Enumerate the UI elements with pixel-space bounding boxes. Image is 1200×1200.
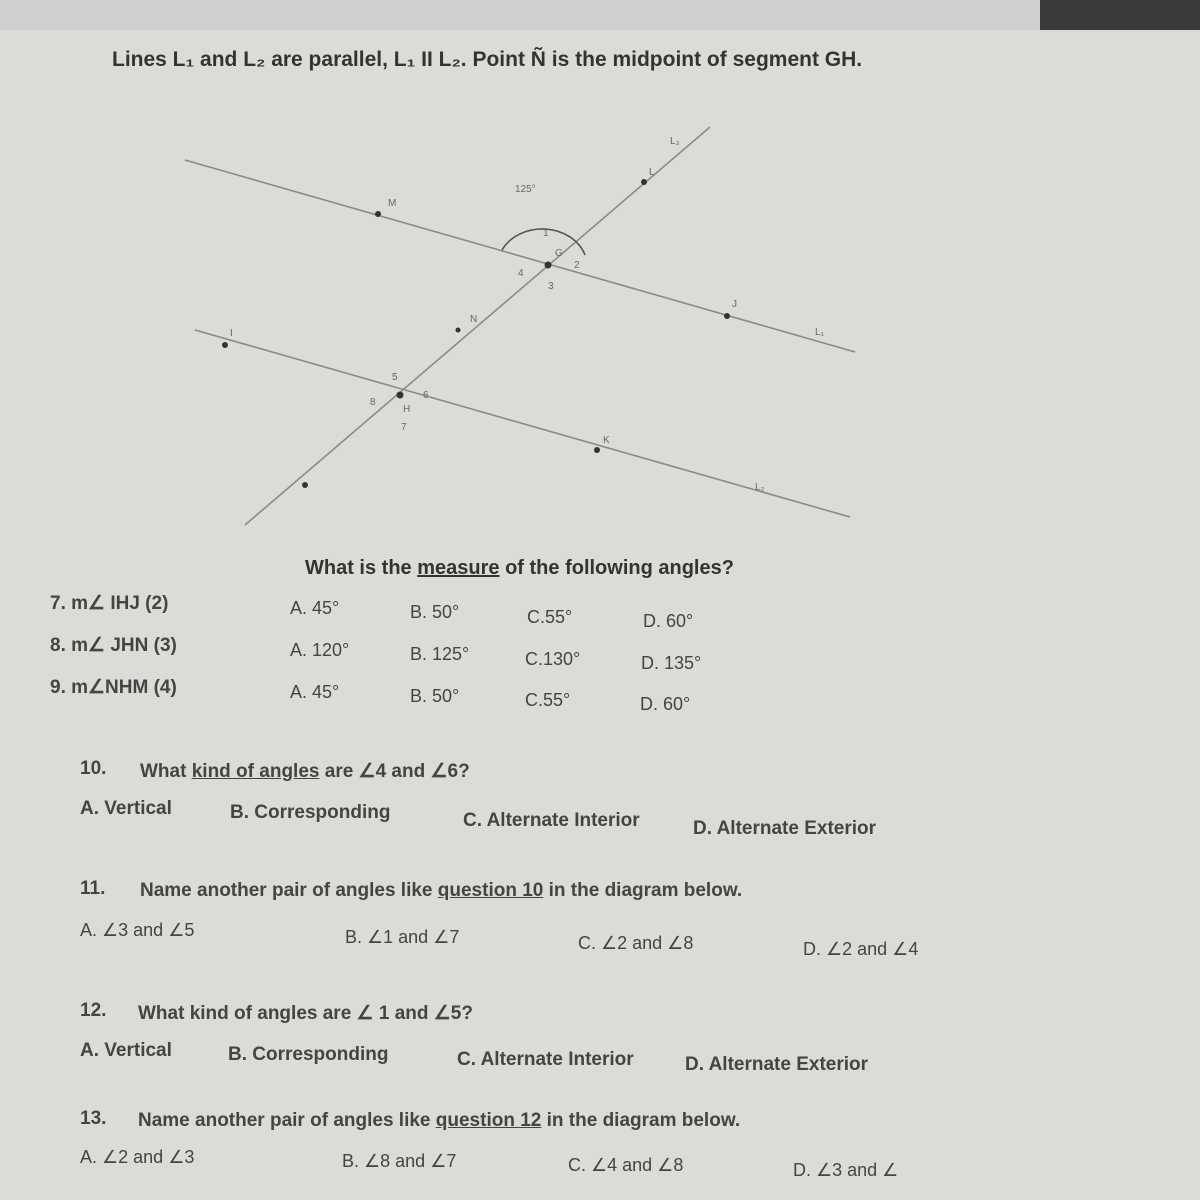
question-10-number: 10. (80, 758, 107, 779)
angle-4-label: 4 (518, 268, 524, 279)
question-7-label: 7. m∠ IHJ (2) (50, 593, 169, 614)
q11-option-a[interactable]: A. ∠3 and ∠5 (80, 920, 195, 940)
q8-option-b[interactable]: B. 125° (410, 644, 470, 664)
label-l: L (649, 167, 655, 178)
q9-option-c[interactable]: C.55° (525, 690, 571, 710)
label-g: G (555, 248, 563, 259)
line-l3 (245, 127, 710, 525)
q13-option-d[interactable]: D. ∠3 and ∠ (793, 1160, 899, 1180)
l2-label: L₂ (755, 482, 765, 493)
q9-option-d[interactable]: D. 60° (640, 694, 691, 714)
q10-option-c[interactable]: C. Alternate Interior (463, 810, 640, 831)
measure-prompt: What is the measure of the following angles? (305, 557, 734, 579)
question-9-label: 9. m∠NHM (4) (50, 677, 177, 698)
question-8-label: 8. m∠ JHN (3) (50, 635, 177, 656)
q13-option-b[interactable]: B. ∠8 and ∠7 (342, 1151, 457, 1171)
point-g (545, 262, 552, 269)
q7-option-d[interactable]: D. 60° (643, 611, 694, 631)
measure-underlined: measure (417, 557, 500, 579)
line-l2 (195, 330, 850, 517)
label-m: M (388, 198, 397, 209)
q7-option-c[interactable]: C.55° (527, 607, 573, 627)
q12-option-a[interactable]: A. Vertical (80, 1040, 172, 1061)
point-j (724, 313, 730, 319)
q8-option-a[interactable]: A. 120° (290, 640, 350, 660)
angle-6-label: 6 (423, 390, 429, 401)
angle-7-label: 7 (401, 422, 407, 433)
q7-option-b[interactable]: B. 50° (410, 602, 460, 622)
q12-option-c[interactable]: C. Alternate Interior (457, 1049, 634, 1070)
question-12-number: 12. (80, 1000, 107, 1021)
q9-option-b[interactable]: B. 50° (410, 686, 460, 706)
question-12-text: What kind of angles are ∠ 1 and ∠5? (138, 1003, 473, 1024)
label-k: K (603, 435, 610, 446)
angle-8-label: 8 (370, 397, 376, 408)
question-11-number: 11. (80, 878, 106, 899)
l1-label: L₁ (815, 327, 824, 338)
q10-option-a[interactable]: A. Vertical (80, 798, 172, 819)
question-11-text: Name another pair of angles like question 10 in the diagram below. (140, 880, 743, 901)
intro-statement: Lines L₁ and L₂ are parallel, L₁ II L₂. Point Ñ is the midpoint of segment GH. (112, 48, 863, 71)
point-n (456, 328, 461, 333)
point-k (594, 447, 600, 453)
point-f (302, 482, 308, 488)
q7-option-a[interactable]: A. 45° (290, 598, 340, 618)
q9-option-a[interactable]: A. 45° (290, 682, 340, 702)
q12-option-b[interactable]: B. Corresponding (228, 1044, 389, 1065)
angle-125-label: 125° (515, 184, 536, 195)
q8-option-d[interactable]: D. 135° (641, 653, 702, 673)
q10-option-d[interactable]: D. Alternate Exterior (693, 818, 877, 839)
label-h: H (403, 404, 411, 415)
q11-option-b[interactable]: B. ∠1 and ∠7 (345, 927, 460, 947)
angle-5-label: 5 (392, 372, 398, 383)
angle-1-label: 1 (543, 228, 549, 239)
label-i: I (230, 328, 233, 339)
question-10-text: What kind of angles are ∠4 and ∠6? (140, 761, 470, 782)
question-13-text: Name another pair of angles like question 12 in the diagram below. (138, 1110, 741, 1131)
q12-option-d[interactable]: D. Alternate Exterior (685, 1054, 869, 1075)
l3-label: L₃ (670, 136, 680, 147)
angle-3-label: 3 (548, 281, 554, 292)
q11-option-c[interactable]: C. ∠2 and ∠8 (578, 933, 694, 953)
label-j: J (732, 299, 737, 310)
point-h (397, 392, 404, 399)
q13-option-a[interactable]: A. ∠2 and ∠3 (80, 1147, 195, 1167)
angle-2-label: 2 (574, 260, 580, 271)
q11-option-d[interactable]: D. ∠2 and ∠4 (803, 939, 919, 959)
q8-option-c[interactable]: C.130° (525, 649, 581, 669)
q10-option-b[interactable]: B. Corresponding (230, 802, 391, 823)
point-l (641, 179, 647, 185)
label-n: N (470, 314, 478, 325)
question-13-number: 13. (80, 1108, 107, 1129)
point-m (375, 211, 381, 217)
q13-option-c[interactable]: C. ∠4 and ∠8 (568, 1155, 684, 1175)
point-i (222, 342, 228, 348)
